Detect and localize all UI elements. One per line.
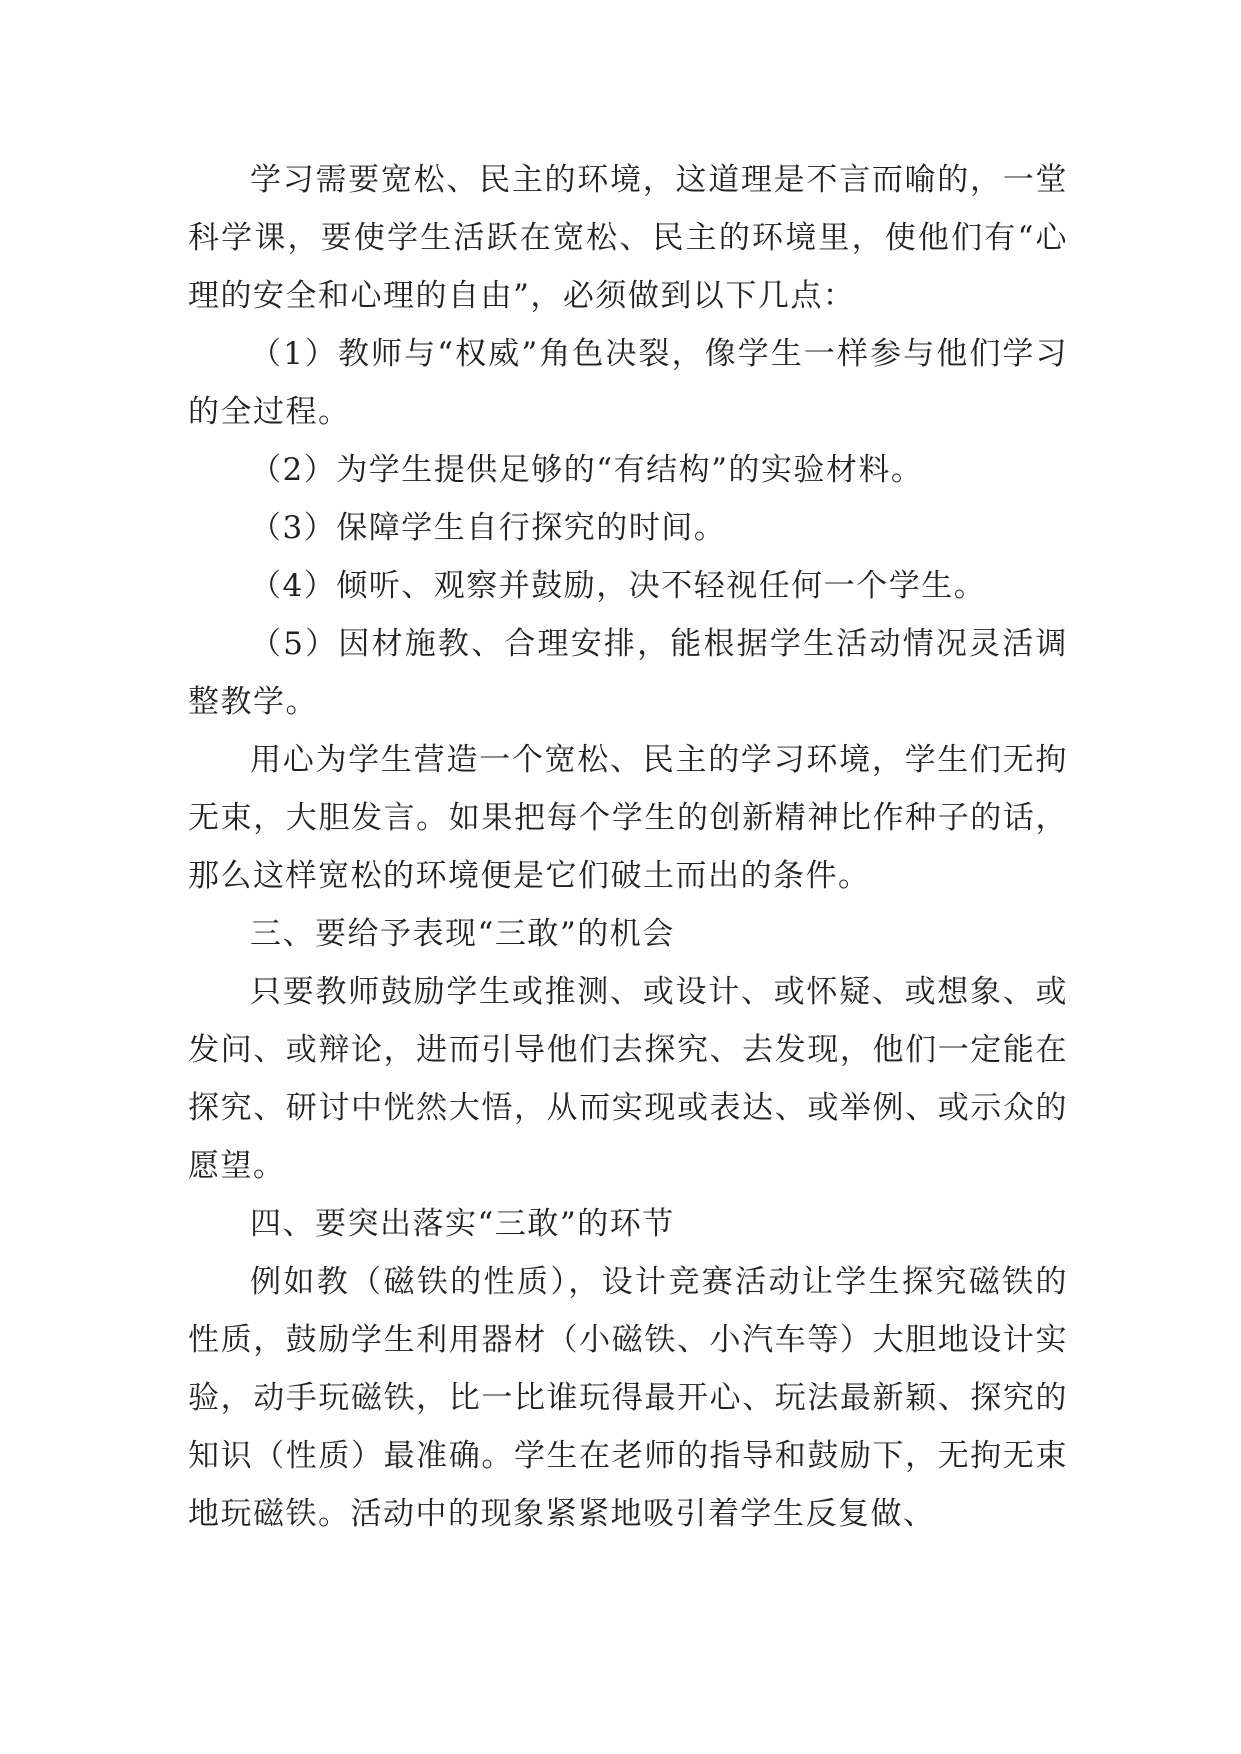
list-item-5: （5）因材施教、合理安排，能根据学生活动情况灵活调整教学。 [188, 626, 1068, 720]
paragraph-environment: 用心为学生营造一个宽松、民主的学习环境，学生们无拘无束，大胆发言。如果把每个学生的创新精神比作种子的话，那么这样宽松的环境便是它们破土而出的条件。 [188, 742, 1068, 894]
paragraph-encourage: 只要教师鼓励学生或推测、或设计、或怀疑、或想象、或发问、或辩论，进而引导他们去探究、去发现，他们一定能在探究、研讨中恍然大悟，从而实现或表达、或举例、或示众的愿望。 [188, 974, 1068, 1184]
list-item-2: （2）为学生提供足够的“有结构”的实验材料。 [250, 452, 924, 488]
paragraph-intro: 学习需要宽松、民主的环境，这道理是不言而喻的，一堂科学课，要使学生活跃在宽松、民主的环境里，使他们有“心理的安全和心理的自由”，必须做到以下几点： [188, 162, 1068, 314]
list-item-4: （4）倾听、观察并鼓励，决不轻视任何一个学生。 [250, 568, 987, 604]
document-body [188, 151, 1068, 1543]
section-heading-4: 四、要突出落实“三敢”的环节 [250, 1206, 675, 1242]
paragraph-magnet-example: 例如教（磁铁的性质），设计竞赛活动让学生探究磁铁的性质，鼓励学生利用器材（小磁铁、小汽车等）大胆地设计实验，动手玩磁铁，比一比谁玩得最开心、玩法最新颖、探究的知识（性质）最准确。学生在老师的指导和鼓励下，无拘无束地玩磁铁。活动中的现象紧紧地吸引着学生反复做、 [188, 1264, 1068, 1532]
section-heading-3: 三、要给予表现“三敢”的机会 [250, 916, 675, 952]
list-item-3: （3）保障学生自行探究的时间。 [250, 510, 727, 546]
list-item-1: （1）教师与“权威”角色决裂，像学生一样参与他们学习的全过程。 [188, 336, 1068, 430]
